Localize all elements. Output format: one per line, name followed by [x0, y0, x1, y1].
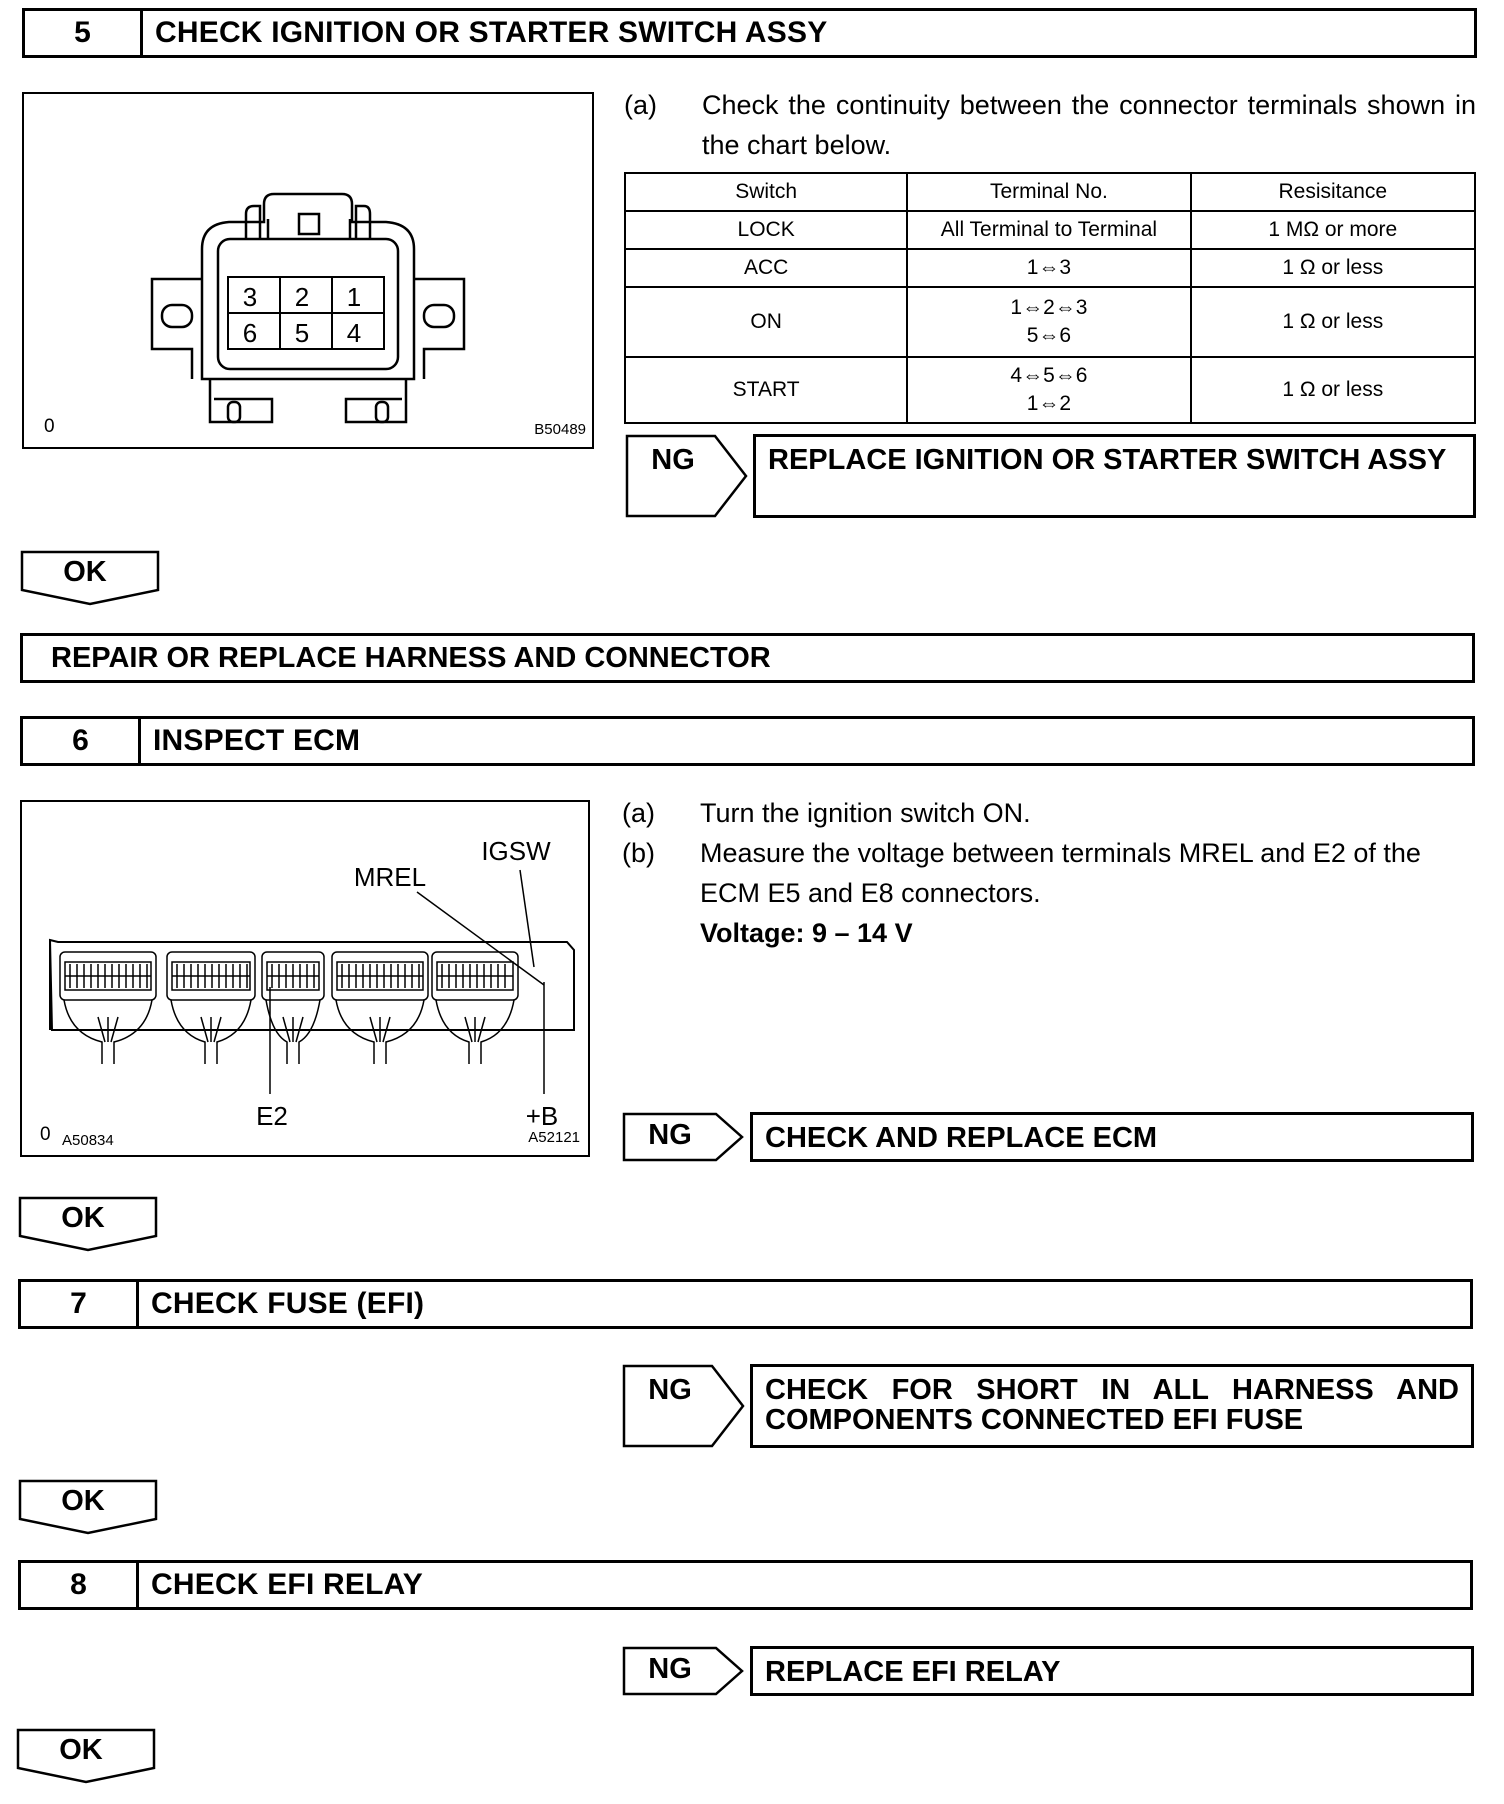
pin-label: 5 — [294, 318, 310, 348]
step-5-instructions — [624, 85, 1476, 165]
ok-indicator — [16, 1728, 158, 1784]
step-title: INSPECT ECM — [153, 724, 361, 757]
ng-action-box — [753, 434, 1476, 518]
column-header: Switch — [625, 173, 907, 211]
column-header: Resisitance — [1191, 173, 1475, 211]
ng-indicator — [622, 1646, 746, 1696]
ok-indicator — [18, 1196, 160, 1252]
step-number: 6 — [23, 719, 141, 763]
column-header: Terminal No. — [907, 173, 1190, 211]
ok-label: OK — [61, 1202, 105, 1234]
step-title: CHECK FUSE (EFI) — [151, 1287, 425, 1320]
ecm-connector-block — [60, 952, 156, 1064]
step-7-header — [18, 1279, 1473, 1329]
step-6-instructions — [622, 793, 1476, 953]
step-number: 5 — [25, 11, 143, 55]
connector-drawing — [24, 94, 592, 447]
resistance-cell: 1 Ω or less — [1191, 249, 1475, 287]
repair-banner: REPAIR OR REPLACE HARNESS AND CONNECTOR — [20, 633, 1475, 683]
terminal-line: 1⇔2⇔3 — [1010, 296, 1088, 319]
ng-indicator — [622, 1364, 746, 1448]
ecm-connector-block — [432, 952, 518, 1064]
step-number: 7 — [21, 1282, 139, 1326]
ecm-drawing — [22, 802, 588, 1155]
ng-label: NG — [651, 444, 695, 476]
ng-action-text: CHECK FOR SHORT IN ALL HARNESS AND COMPONENTS CONNECTED EFI FUSE — [765, 1374, 1459, 1436]
switch-cell: ACC — [625, 249, 907, 287]
resistance-cell: 1 Ω or less — [1191, 357, 1475, 423]
pin-label: 3 — [242, 282, 258, 312]
ok-label: OK — [63, 556, 107, 588]
step-5-header — [22, 8, 1477, 58]
instruction-body: Measure the voltage between terminals MREL and E2 of the ECM E5 and E8 connectors. — [700, 838, 1421, 908]
instruction-text — [700, 833, 1476, 953]
figure-code: A52121 — [528, 1129, 580, 1146]
terminal-cell: 1⇔3 — [907, 249, 1190, 287]
terminal-line: 1⇔2 — [1026, 392, 1072, 415]
table-row — [625, 357, 1475, 423]
pin-label: 1 — [346, 282, 362, 312]
switch-cell: LOCK — [625, 211, 907, 249]
pin-label: 2 — [294, 282, 310, 312]
ng-action-box — [750, 1646, 1474, 1696]
ok-label: OK — [61, 1485, 105, 1517]
resistance-cell: 1 MΩ or more — [1191, 211, 1475, 249]
instruction-label: (a) — [622, 798, 655, 828]
step-title: CHECK EFI RELAY — [151, 1568, 423, 1601]
pin-label: 4 — [346, 318, 362, 348]
table-row — [625, 211, 1475, 249]
mrel-label: MREL — [353, 862, 427, 892]
ng-label: NG — [648, 1653, 692, 1685]
continuity-table — [624, 172, 1476, 424]
table-header-row — [625, 173, 1475, 211]
ng-indicator — [622, 1112, 746, 1162]
terminal-line: 5⇔6 — [1026, 324, 1072, 347]
ng-indicator — [625, 434, 749, 518]
ng-action-box — [750, 1112, 1474, 1162]
figure-code: A50834 — [62, 1132, 114, 1149]
ng-action-text: REPLACE IGNITION OR STARTER SWITCH ASSY — [768, 444, 1447, 476]
ng-action-text: REPLACE EFI RELAY — [765, 1656, 1061, 1688]
switch-cell: ON — [625, 287, 907, 357]
ecm-connector-figure — [20, 800, 590, 1157]
switch-cell: START — [625, 357, 907, 423]
ignition-connector-figure — [22, 92, 594, 449]
terminal-cell — [907, 287, 1190, 357]
instruction-label: (b) — [622, 838, 655, 868]
instruction-text: Turn the ignition switch ON. — [700, 798, 1031, 828]
ng-action-text: CHECK AND REPLACE ECM — [765, 1122, 1158, 1154]
ng-label: NG — [648, 1374, 692, 1406]
step-6-header — [20, 716, 1475, 766]
table-row — [625, 249, 1475, 287]
instruction-label: (a) — [624, 90, 657, 120]
ok-indicator — [18, 1479, 160, 1535]
figure-corner-label: 0 — [40, 1124, 51, 1145]
terminal-line: 4⇔5⇔6 — [1010, 364, 1088, 387]
ng-action-box — [750, 1364, 1474, 1448]
ng-label: NG — [648, 1119, 692, 1151]
step-number: 8 — [21, 1563, 139, 1607]
igsw-label: IGSW — [481, 836, 551, 866]
ok-indicator — [20, 550, 162, 606]
terminal-cell — [907, 357, 1190, 423]
e2-label: E2 — [256, 1101, 288, 1131]
plus-b-label: +B — [525, 1101, 559, 1131]
figure-corner-label: 0 — [44, 416, 55, 437]
ok-label: OK — [59, 1734, 103, 1766]
pin-label: 6 — [242, 318, 258, 348]
ecm-connector-block — [262, 952, 324, 1064]
voltage-spec: Voltage: 9 – 14 V — [700, 918, 913, 948]
ecm-connector-block — [167, 952, 255, 1064]
step-8-header — [18, 1560, 1473, 1610]
step-title: CHECK IGNITION OR STARTER SWITCH ASSY — [155, 16, 828, 49]
terminal-cell: All Terminal to Terminal — [907, 211, 1190, 249]
ecm-connector-block — [332, 952, 428, 1064]
table-row — [625, 287, 1475, 357]
resistance-cell: 1 Ω or less — [1191, 287, 1475, 357]
instruction-text: Check the continuity between the connector terminals shown in the chart below. — [702, 90, 1476, 160]
figure-code: B50489 — [534, 421, 586, 438]
